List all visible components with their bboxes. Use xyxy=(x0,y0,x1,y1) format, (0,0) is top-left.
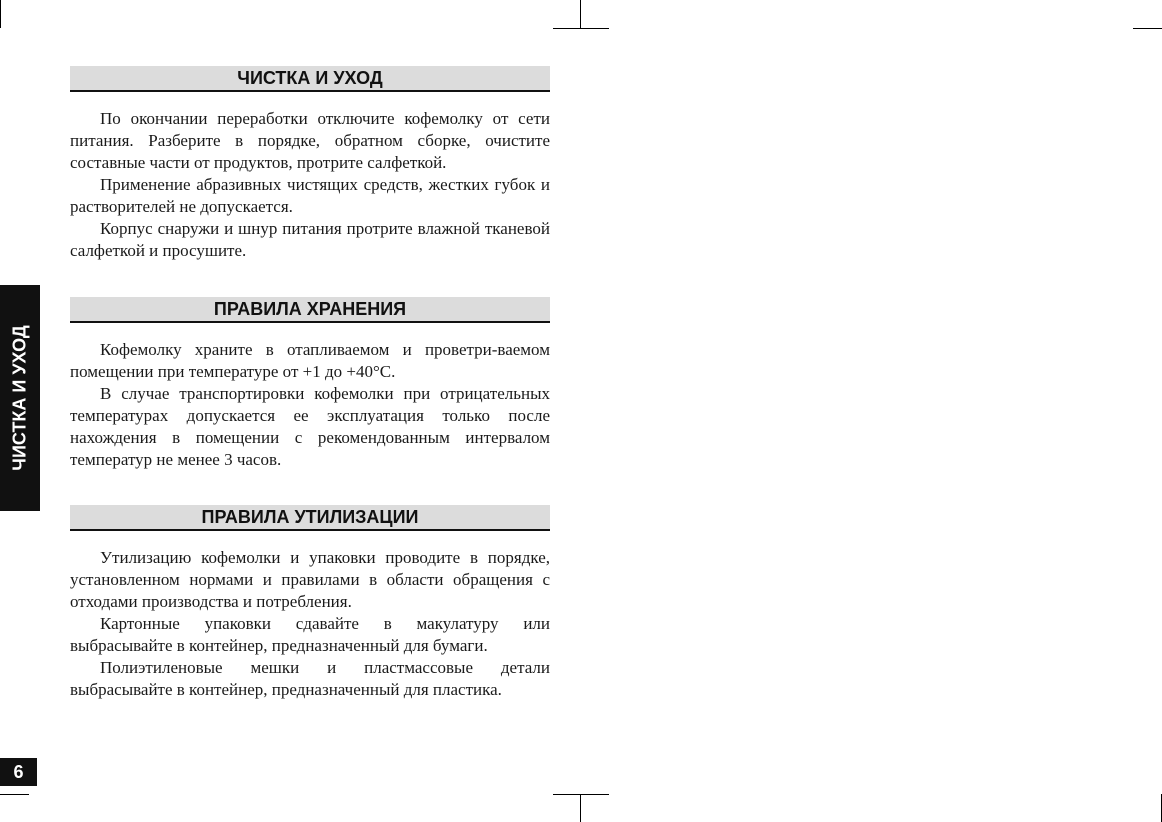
paragraph: Полиэтиленовые мешки и пластмассовые детали выбрасывайте в контейнер, предназначенный для пластика. xyxy=(70,658,550,699)
paragraph: По окончании переработки отключите кофемолку от сети питания. Разберите в порядке, обратном сборке, очистите составные части от продуктов, протрите салфеткой. xyxy=(70,109,550,172)
crop-mark xyxy=(1133,28,1162,29)
section-cleaning xyxy=(70,66,550,262)
paragraph: Применение абразивных чистящих средств, жестких губок и растворителей не допускается. xyxy=(70,175,550,216)
section-title: ПРАВИЛА ХРАНЕНИЯ xyxy=(70,297,550,323)
side-tab xyxy=(0,285,40,511)
paragraph: Утилизацию кофемолки и упаковки проводите в порядке, установленном нормами и правилами в области обращения с отходами производства и потребления. xyxy=(70,548,550,611)
crop-mark xyxy=(553,794,609,795)
section-title: ПРАВИЛА УТИЛИЗАЦИИ xyxy=(70,505,550,531)
crop-mark xyxy=(580,0,581,28)
section-title: ЧИСТКА И УХОД xyxy=(70,66,550,92)
side-tab-label: ЧИСТКА И УХОД xyxy=(9,325,30,471)
paragraph: В случае транспортировки кофемолки при отрицательных температурах допускается ее эксплуатация только после нахождения в помещении с рекомендованным интервалом температур не менее 3 часов. xyxy=(70,384,550,469)
paragraph: Картонные упаковки сдавайте в макулатуру или выбрасывайте в контейнер, предназначенный для бумаги. xyxy=(70,614,550,655)
section-storage xyxy=(70,297,550,471)
crop-mark xyxy=(580,794,581,822)
paragraph: Кофемолку храните в отапливаемом и проветри-ваемом помещении при температуре от +1 до +40°С. xyxy=(70,340,550,381)
paragraph: Корпус снаружи и шнур питания протрите влажной тканевой салфеткой и просушите. xyxy=(70,219,550,260)
crop-mark xyxy=(553,28,609,29)
section-disposal xyxy=(70,505,550,701)
crop-mark xyxy=(0,0,1,28)
crop-mark xyxy=(0,794,29,795)
page-number: 6 xyxy=(0,758,37,786)
